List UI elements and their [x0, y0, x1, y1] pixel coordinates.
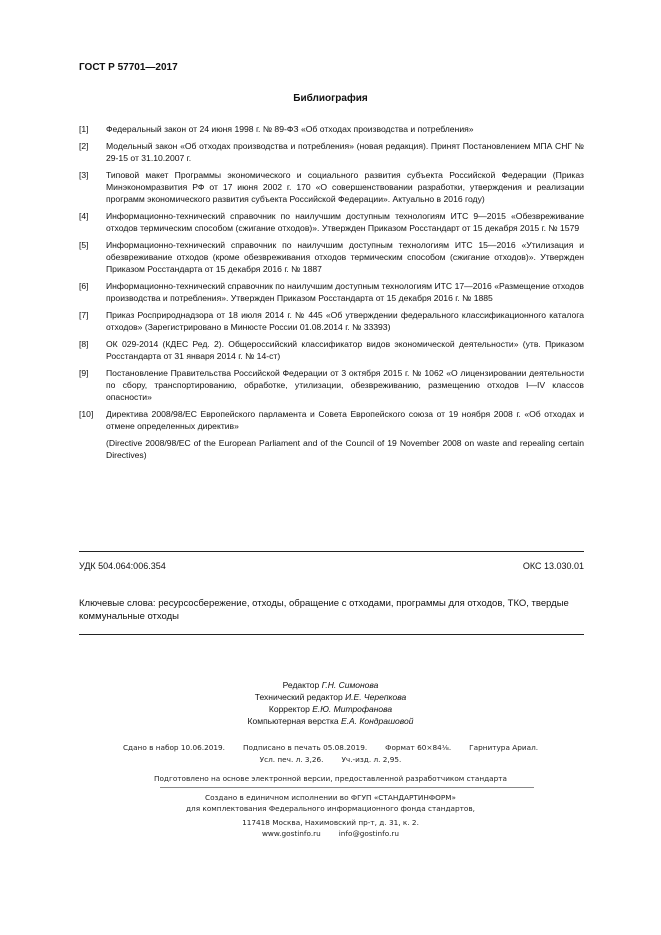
reference-text: ОК 029-2014 (КДЕС Ред. 2). Общероссийский классификатор видов экономической деятельности» (утв. Приказом Росстандарта от 31 января 2014 г. № 14-ст): [106, 339, 584, 361]
print-sheets: Усл. печ. л. 3,26.: [259, 755, 324, 764]
keywords: Ключевые слова: ресурсосбережение, отходы, обращение с отходами, программы для отходов, ТКО, твердые коммунальные отходы: [79, 598, 569, 622]
reference-number: [9]: [79, 368, 89, 378]
credit-person: Г.Н. Симонова: [321, 680, 379, 690]
reference-text: Информационно-технический справочник по наилучшим доступным технологиям ИТС 15—2016 «Утилизация и обезвреживание отходов (кроме обезвреживания отходов термическим способом (сжигание отходов)». Утвержден Приказом Росстандарта от 15 декабря 2016 г. № 1887: [106, 240, 584, 274]
credit-role: Технический редактор: [254, 692, 343, 702]
reference-number: [1]: [79, 124, 89, 134]
credit-line: [0, 703, 661, 715]
source-note: Подготовлено на основе электронной версии, предоставленной разработчиком стандарта: [153, 774, 508, 783]
print-date: Подписано в печать 05.08.2019.: [242, 743, 368, 752]
reference-item: [79, 239, 584, 275]
bibliography-list: [79, 123, 584, 461]
reference-text: Типовой макет Программы экономического и социального развития субъекта Российской Федерации (Приказ Минэкономразвития РФ от 17 июня 2002 г. 170 «О совершенствовании разработки, утверждения и реализации программ экономического развития субъекта Российской Федерации». Актуально в 2016 году): [106, 170, 584, 204]
credit-role: Компьютерная верстка: [247, 716, 339, 726]
publisher-address: 117418 Москва, Нахимовский пр-т, д. 31, к. 2.: [242, 818, 419, 827]
sheets-line: [0, 754, 661, 765]
credit-line: [0, 691, 661, 703]
website-link[interactable]: www.gostinfo.ru: [261, 829, 321, 838]
paper-format: Формат 60×84⅛.: [385, 743, 452, 752]
reference-number: [2]: [79, 141, 89, 151]
credit-line: [0, 679, 661, 691]
reference-item: [79, 338, 584, 362]
reference-text: Постановление Правительства Российской Федерации от 3 октября 2015 г. № 1062 «О лицензировании деятельности по сбору, транспортированию, обработке, утилизации, обезвреживанию, размещению отходов I—IV классов опасности»: [106, 368, 584, 402]
divider-bottom: [79, 634, 584, 635]
publisher-line: Создано в единичном исполнении во ФГУП «СТАНДАРТИНФОРМ»: [204, 793, 457, 802]
reference-item: [79, 123, 584, 135]
reference-number: [4]: [79, 211, 89, 221]
reference-item: [79, 309, 584, 333]
credit-line: [0, 715, 661, 727]
set-date: Сдано в набор 10.06.2019.: [122, 743, 225, 752]
publisher-line: для комплектования Федерального информационного фонда стандартов,: [186, 804, 475, 813]
udk-code: УДК 504.064:006.354: [79, 561, 166, 571]
reference-item: [79, 367, 584, 403]
typeface: Гарнитура Ариал.: [469, 743, 539, 752]
contacts-line: [0, 828, 661, 839]
reference-item: [79, 408, 584, 432]
print-details-line: [0, 742, 661, 753]
publisher-sheets: Уч.-изд. л. 2,95.: [341, 755, 402, 764]
reference-text: Федеральный закон от 24 июня 1998 г. № 89-ФЗ «Об отходах производства и потребления»: [106, 124, 474, 134]
bibliography-title: Библиография: [293, 93, 368, 104]
reference-number: [10]: [79, 409, 94, 419]
reference-text: Информационно-технический справочник по наилучшим доступным технологиям ИТС 17—2016 «Размещение отходов производства и потребления». Утвержден Приказом Росстандарта от 15 декабря 2016 г. № 1885: [106, 281, 584, 303]
reference-number: [6]: [79, 281, 89, 291]
reference-item: [79, 140, 584, 164]
reference-item: [79, 210, 584, 234]
oks-code: ОКС 13.030.01: [522, 561, 584, 571]
reference-text: Информационно-технический справочник по наилучшим доступным технологиям ИТС 9—2015 «Обезвреживание отходов термическим способом (сжигание отходов)». Утвержден Приказом Росстандарт от 15 декабря 2015 г. № 1579: [106, 211, 584, 233]
imprint-divider: [160, 787, 534, 788]
credit-role: Редактор: [282, 680, 320, 690]
divider-top: [79, 551, 584, 552]
reference-item: [79, 169, 584, 205]
credit-person: Е.Ю. Митрофанова: [312, 704, 393, 714]
reference-number: [3]: [79, 170, 89, 180]
credit-person: Е.А. Кондрашовой: [340, 716, 414, 726]
credit-person: И.Е. Черепкова: [345, 692, 407, 702]
credit-role: Корректор: [268, 704, 310, 714]
reference-english-translation: (Directive 2008/98/EC of the European Parliament and of the Council of 19 November 2008 on waste and repealing certain Directives): [106, 438, 584, 460]
reference-text: Директива 2008/98/ЕС Европейского парламента и Совета Европейского союза от 19 ноября 2008 г. «Об отходах и отмене определенных директив»: [106, 409, 584, 431]
reference-number: [5]: [79, 240, 89, 250]
reference-number: [7]: [79, 310, 89, 320]
reference-number: [8]: [79, 339, 89, 349]
email-link[interactable]: info@gostinfo.ru: [338, 829, 400, 838]
reference-text: Приказ Росприроднадзора от 18 июля 2014 г. № 445 «Об утверждении федерального классификационного каталога отходов» (Зарегистрировано в Минюсте России 01.08.2014 г. № 33393): [106, 310, 584, 332]
document-header: ГОСТ Р 57701—2017: [79, 62, 178, 73]
reference-item: [79, 280, 584, 304]
credits-block: [0, 679, 661, 727]
reference-text: Модельный закон «Об отходах производства и потребления» (новая редакция). Принят Постановлением МПА СНГ № 29-15 от 31.10.2007 г.: [106, 141, 584, 163]
